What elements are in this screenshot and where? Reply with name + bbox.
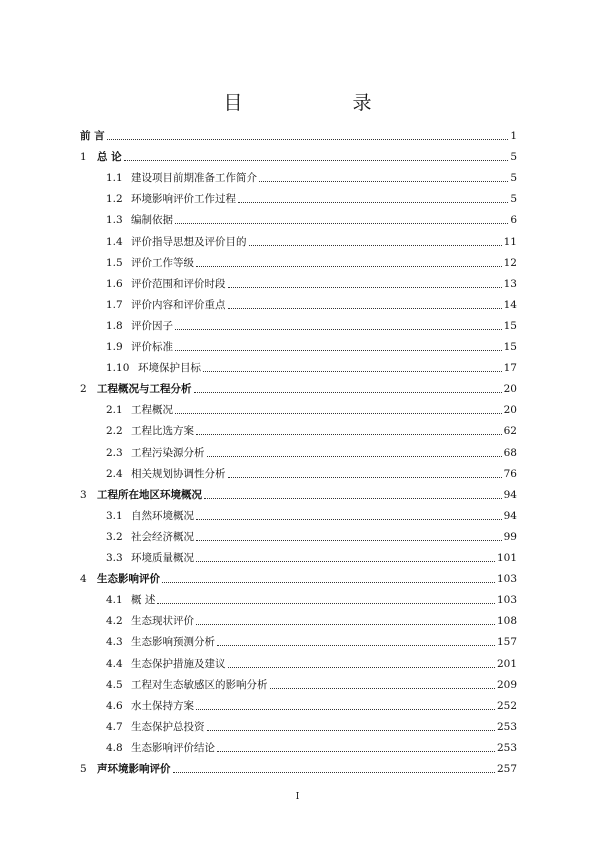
toc-entry-number: 1.8: [106, 319, 123, 332]
toc-entry-label: 前 言: [80, 130, 105, 142]
toc-entry-number: 4.1: [106, 594, 123, 607]
toc-entry[interactable]: [0, 734, 595, 755]
toc-entry-number: 1.1: [106, 172, 123, 185]
dot-leader: [196, 434, 502, 435]
toc-entry-page: 76: [503, 467, 517, 480]
toc-entry[interactable]: [0, 628, 595, 649]
toc-entry[interactable]: [0, 523, 595, 544]
toc-entry-page: 157: [496, 636, 517, 649]
toc-entry-number: 1.5: [106, 256, 123, 269]
toc-entry-page: 20: [503, 404, 517, 417]
toc-entry[interactable]: [0, 417, 595, 438]
toc-entry[interactable]: [0, 755, 595, 776]
toc-entry-page: 201: [496, 657, 517, 670]
toc-entry-label: 编制依据: [131, 214, 173, 227]
dot-leader: [228, 308, 502, 309]
toc-entry-number: 3.2: [106, 530, 123, 543]
toc-entry-label: 环境保护目标: [138, 362, 201, 375]
toc-entry-page: 99: [503, 530, 517, 543]
toc-entry-number: 1.9: [106, 341, 123, 353]
toc-entry[interactable]: [0, 481, 595, 502]
toc-entry-label: 评价因子: [131, 319, 173, 332]
dot-leader: [207, 456, 502, 457]
toc-entry-number: 4.5: [106, 678, 123, 691]
toc-entry-number: 4.6: [106, 699, 123, 712]
dot-leader: [207, 730, 495, 731]
toc-entry-number: 2: [80, 383, 87, 396]
toc-entry-number: 2.3: [106, 446, 123, 459]
dot-leader: [196, 519, 502, 520]
toc-entry[interactable]: [0, 164, 595, 185]
dot-leader: [196, 266, 502, 267]
toc-entry-number: 3.3: [106, 552, 123, 564]
toc-entry-label: 工程所在地区环境概况: [97, 488, 202, 501]
toc-entry-label: 评价工作等级: [131, 256, 194, 269]
toc-entry[interactable]: [0, 692, 595, 713]
toc-entry[interactable]: [0, 122, 595, 143]
toc-entry-page: 13: [503, 277, 517, 290]
dot-leader: [162, 582, 495, 583]
toc-entry-page: 94: [503, 509, 517, 522]
toc-entry-page: 1: [510, 130, 517, 142]
toc-entry-page: 6: [510, 214, 517, 227]
toc-entry-number: 1: [80, 151, 87, 164]
toc-entry-page: 253: [496, 741, 517, 754]
toc-entry-label: 相关规划协调性分析: [131, 467, 226, 480]
toc-entry-label: 工程概况与工程分析: [97, 383, 192, 396]
toc-entry-label: 评价内容和评价重点: [131, 298, 226, 311]
toc-entry[interactable]: [0, 354, 595, 375]
toc-entry[interactable]: [0, 228, 595, 249]
toc-entry[interactable]: [0, 460, 595, 481]
toc-entry-number: 2.2: [106, 425, 123, 438]
toc-entry-page: 108: [496, 615, 517, 628]
toc-entry[interactable]: [0, 607, 595, 628]
dot-leader: [194, 392, 502, 393]
dot-leader: [270, 688, 495, 689]
toc-entry-label: 生态影响预测分析: [131, 636, 215, 649]
toc-entry-page: 94: [503, 488, 517, 501]
dot-leader: [228, 287, 502, 288]
toc-entry-number: 1.6: [106, 277, 123, 290]
toc-entry-label: 工程比选方案: [131, 425, 194, 438]
page-number: I: [295, 792, 300, 802]
toc-entry[interactable]: [0, 143, 595, 164]
dot-leader: [203, 371, 502, 372]
toc-entry-label: 总 论: [97, 151, 122, 164]
toc-entry-page: 12: [503, 256, 517, 269]
toc-entry[interactable]: [0, 312, 595, 333]
toc-entry-page: 17: [503, 362, 517, 375]
toc-entry-page: 5: [510, 193, 517, 206]
toc-entry-number: 1.3: [106, 214, 123, 227]
dot-leader: [107, 139, 509, 140]
toc-entry-label: 生态现状评价: [131, 615, 194, 628]
toc-entry-number: 4.4: [106, 657, 123, 670]
toc-entry[interactable]: [0, 206, 595, 227]
toc-entry[interactable]: [0, 333, 595, 354]
toc-entry-label: 声环境影响评价: [97, 763, 171, 775]
toc-entry[interactable]: [0, 185, 595, 206]
dot-leader: [196, 540, 502, 541]
toc-entry[interactable]: [0, 291, 595, 312]
toc-entry-page: 257: [496, 763, 517, 775]
toc-entry-page: 15: [503, 319, 517, 332]
toc-entry-page: 15: [503, 341, 517, 353]
toc-entry[interactable]: [0, 439, 595, 460]
dot-leader: [175, 329, 502, 330]
toc-entry-label: 社会经济概况: [131, 530, 194, 543]
toc-entry-page: 103: [496, 594, 517, 607]
dot-leader: [249, 245, 502, 246]
toc-entry[interactable]: [0, 544, 595, 565]
dot-leader: [228, 477, 502, 478]
dot-leader: [175, 223, 508, 224]
toc-entry[interactable]: [0, 586, 595, 607]
dot-leader: [196, 624, 495, 625]
toc-entry-label: 环境影响评价工作过程: [131, 193, 236, 206]
toc-entry-label: 生态保护措施及建议: [131, 657, 226, 670]
toc-entry-page: 14: [503, 298, 517, 311]
toc-entry-number: 3.1: [106, 509, 123, 522]
toc-entry-label: 工程概况: [131, 404, 173, 417]
toc-entry-label: 水土保持方案: [131, 699, 194, 712]
toc-entry-page: 20: [503, 383, 517, 396]
toc-entry-page: 209: [496, 678, 517, 691]
page-title: 目 录: [223, 92, 424, 114]
toc-entry[interactable]: [0, 671, 595, 692]
dot-leader: [204, 498, 502, 499]
toc-entry[interactable]: [0, 249, 595, 270]
toc-entry-number: 4.7: [106, 720, 123, 733]
toc-entry-label: 环境质量概况: [131, 552, 194, 564]
dot-leader: [173, 772, 495, 773]
dot-leader: [217, 645, 495, 646]
dot-leader: [157, 603, 495, 604]
toc-entry[interactable]: [0, 396, 595, 417]
toc-entry-number: 4.8: [106, 741, 123, 754]
toc-entry-page: 252: [496, 699, 517, 712]
toc-entry-number: 4.2: [106, 615, 123, 628]
toc-entry-label: 工程对生态敏感区的影响分析: [131, 678, 268, 691]
toc-entry-label: 生态影响评价结论: [131, 741, 215, 754]
dot-leader: [259, 181, 508, 182]
dot-leader: [196, 561, 495, 562]
toc-entry-page: 253: [496, 720, 517, 733]
toc-entry-label: 评价指导思想及评价目的: [131, 235, 247, 248]
dot-leader: [217, 751, 495, 752]
toc-entry-label: 工程污染源分析: [131, 446, 205, 459]
toc-entry-label: 生态保护总投资: [131, 720, 205, 733]
toc-entry-label: 评价范围和评价时段: [131, 277, 226, 290]
toc-entry-number: 4: [80, 573, 87, 586]
toc-entry-number: 3: [80, 488, 87, 501]
toc-entry-number: 1.2: [106, 193, 123, 206]
toc-entry-page: 101: [496, 552, 517, 564]
toc-entry[interactable]: [0, 650, 595, 671]
dot-leader: [196, 709, 495, 710]
toc-entry-label: 自然环境概况: [131, 509, 194, 522]
toc-entry-page: 5: [510, 172, 517, 185]
toc-entry-number: 1.10: [106, 362, 130, 375]
dot-leader: [175, 413, 502, 414]
toc-entry-number: 5: [80, 763, 87, 775]
toc-entry[interactable]: [0, 502, 595, 523]
toc-entry-page: 11: [503, 235, 517, 248]
dot-leader: [238, 202, 508, 203]
toc-entry-page: 68: [503, 446, 517, 459]
toc-entry[interactable]: [0, 565, 595, 586]
toc-entry-label: 生态影响评价: [97, 573, 160, 586]
toc-entry-number: 1.7: [106, 298, 123, 311]
toc-entry[interactable]: [0, 375, 595, 396]
toc-entry-number: 4.3: [106, 636, 123, 649]
toc-entry-number: 2.1: [106, 404, 123, 417]
toc-entry-number: 2.4: [106, 467, 123, 480]
toc-entry[interactable]: [0, 713, 595, 734]
toc-entry-number: 1.4: [106, 235, 123, 248]
toc-entry-label: 概 述: [131, 594, 156, 607]
toc-entry-label: 建设项目前期准备工作简介: [131, 172, 257, 185]
dot-leader: [124, 160, 509, 161]
toc-entry-label: 评价标准: [131, 341, 173, 353]
toc-entry-page: 5: [510, 151, 517, 164]
toc-entry-page: 62: [503, 425, 517, 438]
dot-leader: [228, 667, 495, 668]
dot-leader: [175, 350, 502, 351]
toc-entry[interactable]: [0, 270, 595, 291]
toc-entry-page: 103: [496, 573, 517, 586]
